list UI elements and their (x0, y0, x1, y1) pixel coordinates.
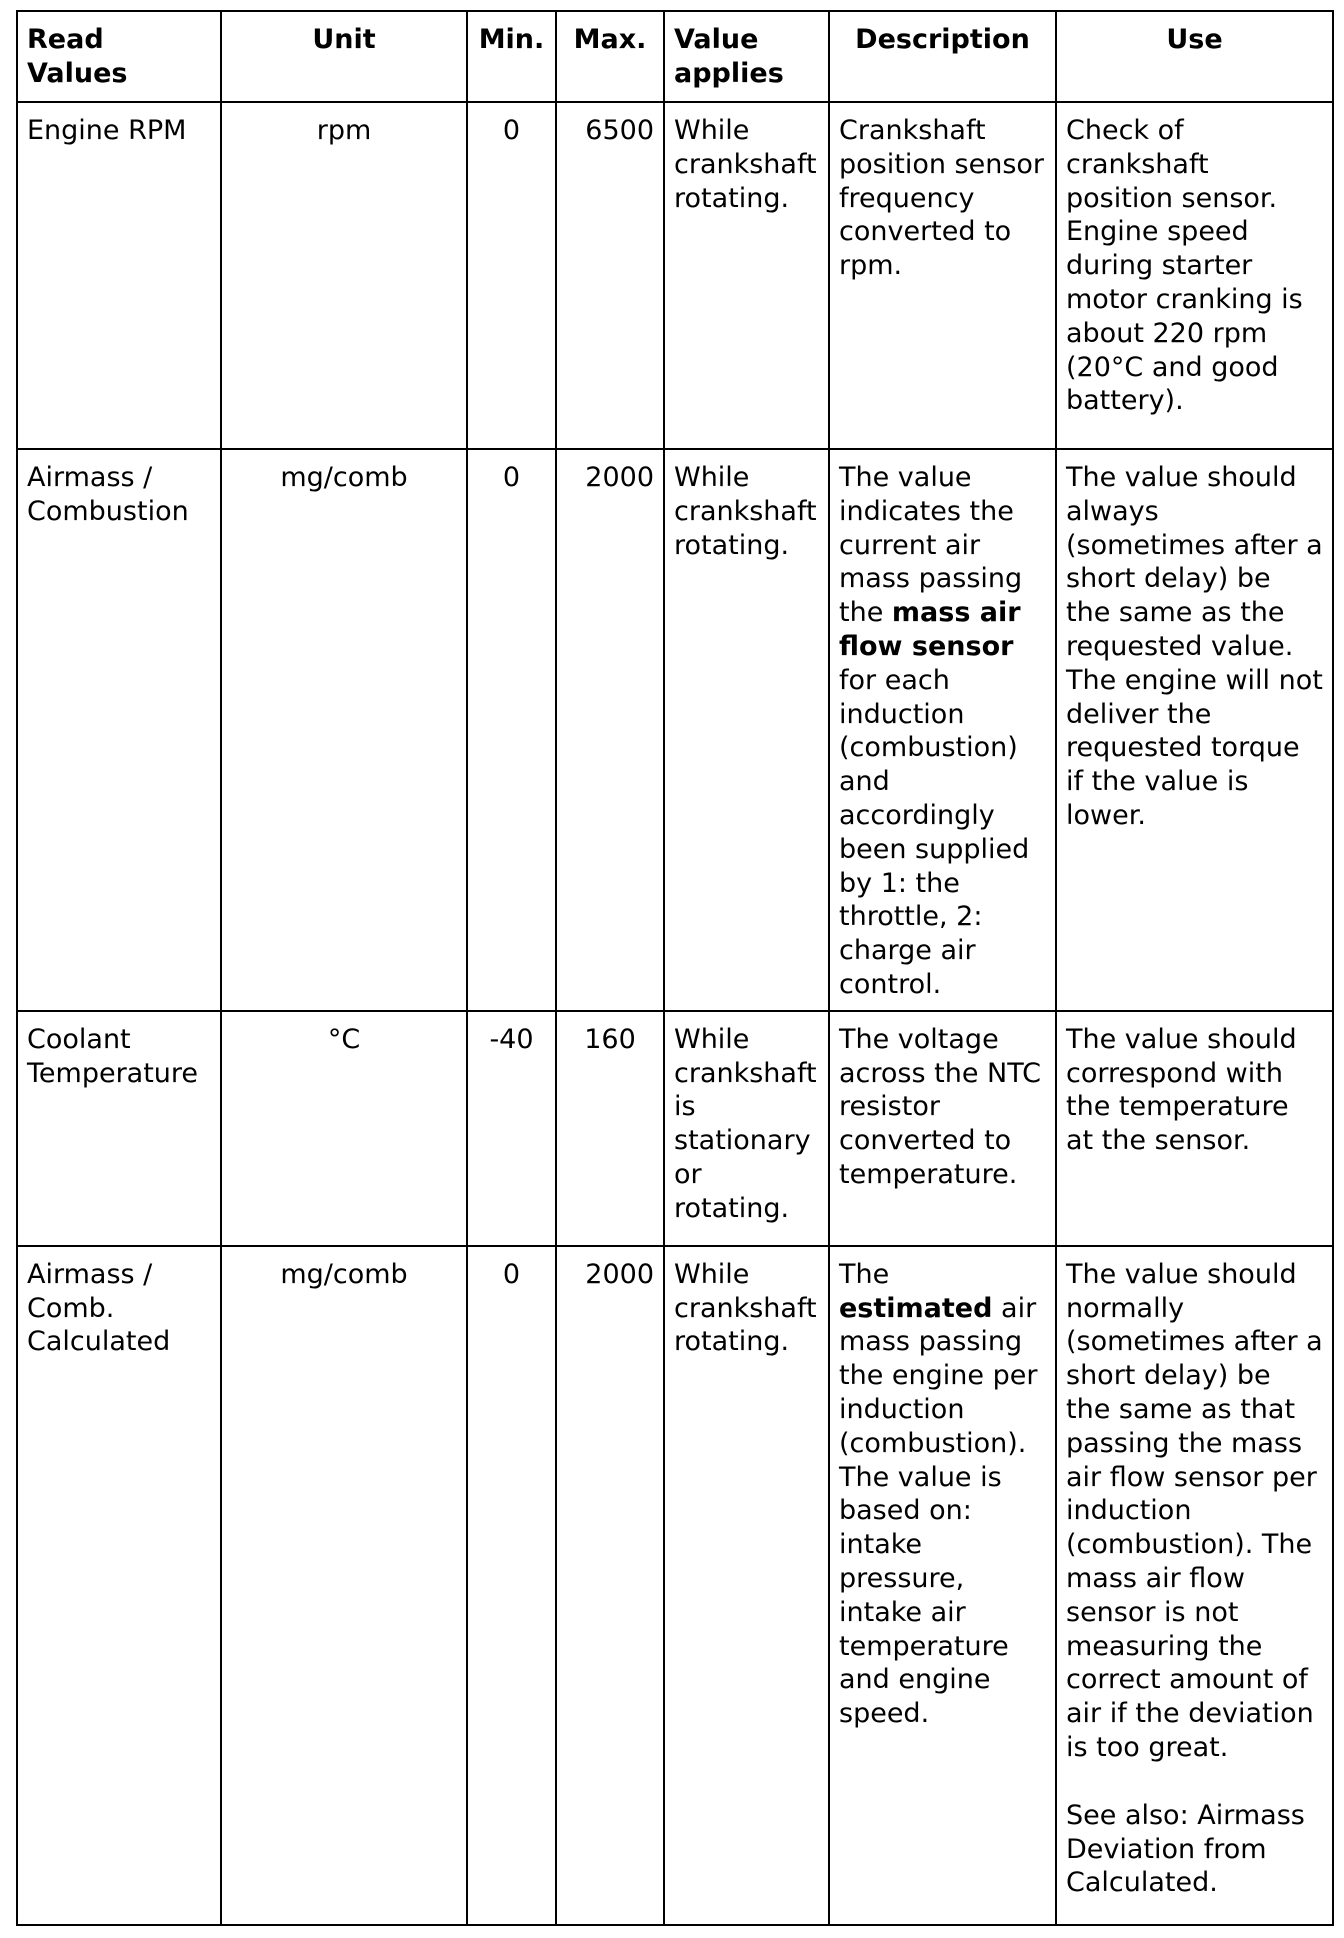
description-text: The value indicates the current air mass passing the (839, 462, 1023, 629)
cell-unit: mg/comb (221, 449, 467, 1011)
cell-use: The value should correspond with the temperature at the sensor. (1056, 1011, 1333, 1246)
header-value-applies: Value applies (664, 11, 829, 102)
cell-description (829, 1246, 1056, 1925)
table-row (17, 102, 1333, 449)
header-min: Min. (467, 11, 556, 102)
description-text: The (839, 1258, 890, 1290)
cell-description (829, 449, 1056, 1011)
header-use: Use (1056, 11, 1333, 102)
cell-max: 160 (556, 1011, 664, 1246)
cell-value-applies: While crankshaft rotating. (664, 102, 829, 449)
cell-unit: °C (221, 1011, 467, 1246)
cell-min: 0 (467, 449, 556, 1011)
cell-read-value: Airmass / Combustion (17, 449, 221, 1011)
description-bold-text: mass air flow sensor (839, 597, 1021, 662)
cell-read-value: Coolant Temperature (17, 1011, 221, 1246)
cell-value-applies: While crankshaft is stationary or rotating. (664, 1011, 829, 1246)
table-row (17, 1011, 1333, 1246)
cell-read-value: Airmass / Comb. Calculated (17, 1246, 221, 1925)
cell-description: The voltage across the NTC resistor converted to temperature. (829, 1011, 1056, 1246)
header-row (17, 11, 1333, 102)
cell-description: Crankshaft position sensor frequency converted to rpm. (829, 102, 1056, 449)
cell-min: -40 (467, 1011, 556, 1246)
cell-use (1056, 1246, 1333, 1925)
table-row (17, 1246, 1333, 1925)
description-text: for each induction (combustion) and accordingly been supplied by 1: the throttle, 2: charge air control. (839, 664, 1030, 1000)
description-bold-text: estimated (839, 1292, 993, 1324)
header-unit: Unit (221, 11, 467, 102)
header-max: Max. (556, 11, 664, 102)
read-values-table (16, 10, 1334, 1926)
cell-max: 6500 (556, 102, 664, 449)
cell-read-value: Engine RPM (17, 102, 221, 449)
cell-value-applies: While crankshaft rotating. (664, 1246, 829, 1925)
cell-min: 0 (467, 102, 556, 449)
cell-use: Check of crankshaft position sensor. Engine speed during starter motor cranking is about 220 rpm (20°C and good battery). (1056, 102, 1333, 449)
cell-max: 2000 (556, 1246, 664, 1925)
cell-min: 0 (467, 1246, 556, 1925)
cell-unit: rpm (221, 102, 467, 449)
header-read-values: Read Values (17, 11, 221, 102)
cell-unit: mg/comb (221, 1246, 467, 1925)
see-also-text: See also: Airmass Deviation from Calculated. (1066, 1799, 1305, 1899)
use-text: The value should normally (sometimes after a short delay) be the same as that passing the mass air flow sensor per induction (combustion). The mass air flow sensor is not measuring the correct amount of air if the deviation is too great. (1066, 1258, 1323, 1763)
header-description: Description (829, 11, 1056, 102)
description-text: air mass passing the engine per induction (combustion). The value is based on: intake pressure, intake air temperature and engine speed. (839, 1292, 1038, 1730)
table-row (17, 449, 1333, 1011)
cell-max: 2000 (556, 449, 664, 1011)
cell-value-applies: While crankshaft rotating. (664, 449, 829, 1011)
cell-use: The value should always (sometimes after a short delay) be the same as the requested value. The engine will not deliver the requested torque if the value is lower. (1056, 449, 1333, 1011)
